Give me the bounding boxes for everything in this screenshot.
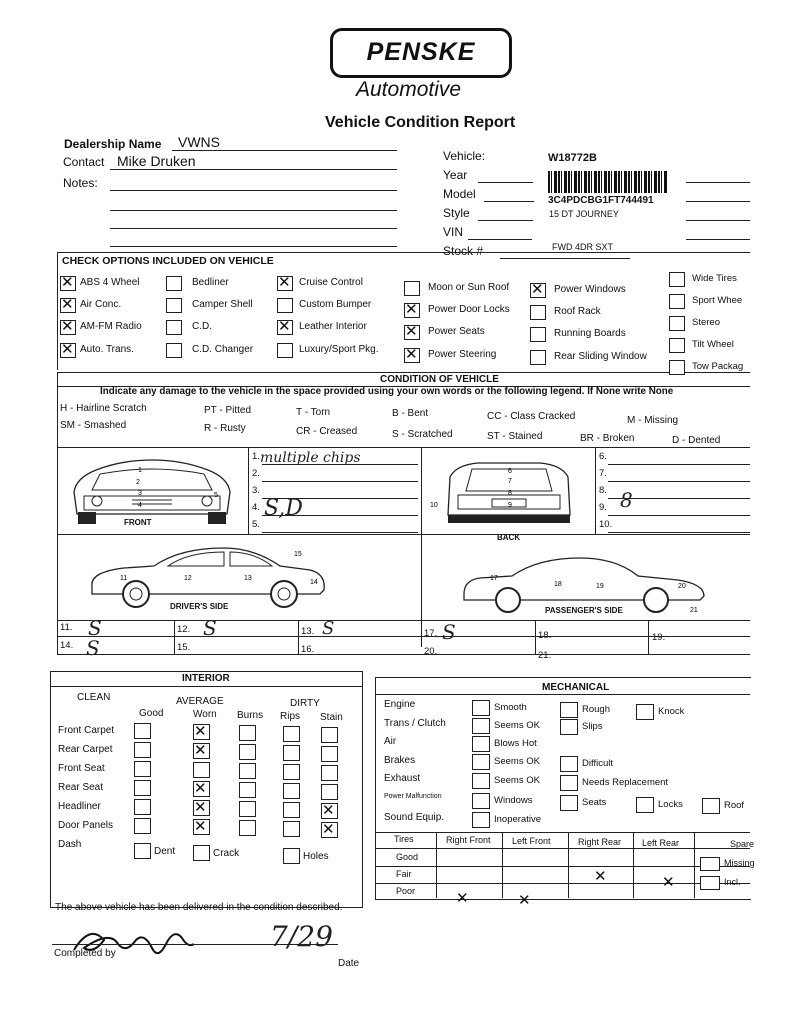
mechanical-option-label: Needs Replacement: [582, 777, 669, 788]
legend-item: H - Hairline Scratch: [60, 403, 147, 414]
damage-cell-label: 15.: [177, 642, 191, 653]
option-label: Custom Bumper: [299, 299, 372, 310]
front-number: 5: [214, 492, 218, 499]
mechanical-heading: MECHANICAL: [542, 682, 610, 693]
legend-item: T - Torn: [296, 407, 331, 418]
model-value[interactable]: 3C4PDCBG1FT744491: [548, 195, 654, 206]
option-label: Leather Interior: [299, 321, 367, 332]
interior-checkbox[interactable]: [193, 762, 210, 778]
option-checkbox[interactable]: [166, 276, 182, 291]
mechanical-checkbox[interactable]: [472, 718, 490, 734]
interior-checkbox[interactable]: [134, 799, 151, 815]
vehicle-value[interactable]: W18772B: [548, 152, 597, 164]
option-checkbox[interactable]: [669, 316, 685, 331]
tire-column-label: Left Front: [512, 836, 551, 846]
option-label: Stereo: [692, 317, 720, 328]
mechanical-row-label: Engine: [384, 699, 416, 710]
damage-cell-label: 11.: [60, 622, 73, 633]
option-label: Bedliner: [192, 277, 229, 288]
mechanical-checkbox[interactable]: [560, 719, 578, 735]
damage-line-number: 2.: [252, 468, 260, 479]
crack-checkbox[interactable]: [193, 845, 210, 861]
clean-label: CLEAN: [77, 692, 111, 703]
mechanical-option-label: Rough: [582, 704, 610, 715]
tire-row-label: Good: [396, 852, 419, 862]
damage-cell-label: 19.: [652, 632, 666, 643]
front-car-diagram: [62, 452, 242, 530]
mechanical-option-label: Knock: [658, 706, 685, 717]
interior-checkbox[interactable]: [134, 723, 151, 739]
interior-row-label: Headliner: [58, 801, 101, 812]
damage-line-number: 4.: [252, 502, 260, 513]
tire-mark: ✕: [594, 867, 607, 885]
option-label: C.D.: [192, 321, 212, 332]
damage-line-number: 8.: [599, 485, 607, 496]
damage-line-number: 3.: [252, 485, 260, 496]
check-mark: ✕: [194, 817, 207, 835]
passenger-number: 19: [596, 583, 604, 590]
check-mark: ✕: [61, 317, 74, 335]
driver-number: 14: [310, 579, 318, 586]
mechanical-option-label: Seems OK: [494, 775, 540, 786]
interior-checkbox[interactable]: [283, 821, 300, 837]
option-label: Air Conc.: [80, 299, 122, 310]
dirty-label: DIRTY: [290, 698, 320, 709]
check-mark: ✕: [194, 798, 207, 816]
brand-subtitle: Automotive: [356, 78, 462, 101]
damage-1-note[interactable]: multiple chips: [260, 450, 361, 466]
interior-heading: INTERIOR: [182, 673, 230, 684]
option-label: C.D. Changer: [192, 344, 254, 355]
damage-line: [608, 464, 750, 465]
option-checkbox[interactable]: [530, 350, 546, 365]
legend-item: S - Scratched: [392, 429, 453, 440]
legend-item: PT - Pitted: [204, 405, 252, 416]
dealership-label: Dealership Name: [64, 137, 162, 151]
option-label: Cruise Control: [299, 277, 363, 288]
damage-line: [262, 464, 418, 465]
interior-checkbox[interactable]: [239, 744, 256, 760]
interior-checkbox[interactable]: [239, 820, 256, 836]
check-mark: ✕: [61, 340, 74, 358]
option-label: Roof Rack: [554, 306, 601, 317]
option-checkbox[interactable]: [530, 305, 546, 320]
dealership-value[interactable]: VWNS: [178, 134, 220, 150]
notes-label: Notes:: [63, 176, 98, 190]
damage-line-number: 1.: [252, 451, 260, 462]
option-label: Sport Whee: [692, 295, 743, 306]
back-label: BACK: [497, 533, 521, 542]
option-checkbox[interactable]: [277, 298, 293, 313]
page-title: Vehicle Condition Report: [325, 114, 516, 131]
legend-item: R - Rusty: [204, 423, 246, 434]
option-label: Rear Sliding Window: [554, 351, 647, 362]
interior-checkbox[interactable]: [134, 818, 151, 834]
damage-line: [262, 498, 418, 499]
damage-13-note[interactable]: S: [322, 618, 335, 639]
driver-number: 15: [294, 551, 302, 558]
condition-instruction: Indicate any damage to the vehicle in the space provided using your own words or the following legend. If None write None: [100, 386, 674, 397]
driver-number: 13: [244, 575, 252, 582]
interior-checkbox[interactable]: [283, 783, 300, 799]
interior-checkbox[interactable]: [321, 727, 338, 743]
mechanical-option-label: Seats: [582, 797, 607, 808]
damage-4-note[interactable]: S,D: [264, 496, 303, 521]
option-label: Auto. Trans.: [80, 344, 134, 355]
tire-column-label: Spare: [730, 839, 755, 849]
interior-column-label: Burns: [237, 710, 264, 721]
back-car-diagram: [428, 455, 590, 530]
contact-value[interactable]: Mike Druken: [117, 153, 196, 169]
mechanical-option-label: Blows Hot: [494, 738, 537, 749]
mechanical-option-label: Inoperative: [494, 814, 542, 825]
option-checkbox[interactable]: [166, 298, 182, 313]
check-mark: ✕: [278, 317, 291, 335]
completed-by-label: Completed by: [54, 948, 116, 959]
option-label: ABS 4 Wheel: [80, 277, 140, 288]
interior-checkbox[interactable]: [134, 742, 151, 758]
model-label: Model: [443, 187, 476, 201]
option-checkbox[interactable]: [166, 343, 182, 358]
interior-row-label: Front Seat: [58, 763, 105, 774]
damage-12-note[interactable]: S: [203, 616, 217, 640]
check-mark: ✕: [61, 273, 74, 291]
option-checkbox[interactable]: [669, 272, 685, 287]
average-label: AVERAGE: [176, 696, 224, 707]
mechanical-option-label: Difficult: [582, 758, 613, 769]
tire-column-label: Right Front: [446, 835, 491, 845]
interior-checkbox[interactable]: [239, 782, 256, 798]
damage-8-note[interactable]: 8: [620, 488, 633, 512]
option-checkbox[interactable]: [669, 360, 685, 375]
mechanical-option-label: Seems OK: [494, 756, 540, 767]
mechanical-option-label: Locks: [658, 799, 683, 810]
mechanical-option-label: Slips: [582, 721, 603, 732]
option-checkbox[interactable]: [669, 338, 685, 353]
dent-label: Dent: [154, 846, 176, 857]
damage-14-note[interactable]: S: [86, 636, 100, 660]
passenger-side-diagram: [460, 548, 710, 614]
interior-row-label: Rear Seat: [58, 782, 104, 793]
barcode: [548, 171, 668, 193]
legend-item: M - Missing: [627, 415, 679, 426]
tire-mark: ✕: [518, 891, 531, 909]
tire-column-label: Left Rear: [642, 838, 680, 848]
options-heading: CHECK OPTIONS INCLUDED ON VEHICLE: [62, 255, 274, 267]
style-label: Style: [443, 206, 470, 220]
interior-checkbox[interactable]: [239, 763, 256, 779]
option-label: Camper Shell: [192, 299, 253, 310]
option-checkbox[interactable]: [669, 294, 685, 309]
interior-column-label: Stain: [320, 712, 343, 723]
interior-checkbox[interactable]: [283, 745, 300, 761]
damage-line-number: 6.: [599, 451, 607, 462]
interior-checkbox[interactable]: [239, 801, 256, 817]
back-number: 8: [508, 490, 512, 497]
spare-included-label: Incl.: [724, 877, 741, 887]
tire-mark: ✕: [456, 889, 469, 907]
mechanical-checkbox[interactable]: [472, 812, 490, 828]
legend-item: CC - Class Cracked: [487, 411, 576, 422]
mechanical-checkbox[interactable]: [560, 756, 578, 772]
damage-line: [608, 498, 750, 499]
option-checkbox[interactable]: [277, 343, 293, 358]
damage-line-number: 9.: [599, 502, 607, 513]
mechanical-row-label: Exhaust: [384, 773, 421, 784]
damage-line: [262, 515, 418, 516]
mechanical-row-label: Trans / Clutch: [384, 718, 446, 729]
mechanical-checkbox[interactable]: [472, 793, 490, 809]
interior-checkbox[interactable]: [283, 764, 300, 780]
interior-column-label: Good: [139, 708, 164, 719]
mechanical-checkbox[interactable]: [472, 736, 490, 752]
mechanical-row-label: Air: [384, 736, 397, 747]
check-mark: ✕: [405, 322, 418, 340]
mechanical-option-label: Smooth: [494, 702, 527, 713]
front-number: 4: [138, 502, 142, 509]
option-label: Power Steering: [428, 349, 497, 360]
option-label: Running Boards: [554, 328, 626, 339]
tire-row-label: Poor: [396, 886, 416, 896]
damage-line-number: 10.: [599, 519, 613, 530]
option-label: Luxury/Sport Pkg.: [299, 344, 379, 355]
check-mark: ✕: [194, 779, 207, 797]
option-label: AM-FM Radio: [80, 321, 142, 332]
spare-missing-checkbox[interactable]: [700, 857, 720, 871]
mechanical-checkbox[interactable]: [560, 775, 578, 791]
back-number: 9: [508, 502, 512, 509]
check-mark: ✕: [278, 273, 291, 291]
option-label: Power Seats: [428, 326, 485, 337]
legend-item: ST - Stained: [487, 431, 543, 442]
interior-checkbox[interactable]: [283, 726, 300, 742]
option-label: Tow Packag: [692, 361, 744, 372]
mechanical-checkbox[interactable]: [636, 797, 654, 813]
mechanical-option-label: Roof: [724, 800, 745, 811]
damage-cell-label: 14.: [60, 640, 74, 651]
option-label: Power Windows: [554, 284, 626, 295]
check-mark: ✕: [194, 741, 207, 759]
check-mark: ✕: [405, 300, 418, 318]
damage-line-number: 5.: [252, 519, 260, 530]
option-label: Power Door Locks: [428, 304, 510, 315]
front-number: 2: [136, 479, 140, 486]
penske-logo: [330, 28, 512, 78]
driver-number: 12: [184, 575, 192, 582]
tire-row-label: Fair: [396, 869, 412, 879]
year-label: Year: [443, 168, 468, 182]
damage-line-number: 7.: [599, 468, 607, 479]
driver-number: 11: [120, 575, 128, 582]
mechanical-option-label: Windows: [494, 795, 533, 806]
mechanical-row-label: Power Malfunction: [384, 793, 442, 800]
mechanical-checkbox[interactable]: [472, 773, 490, 789]
passenger-number: 21: [690, 607, 698, 614]
mechanical-checkbox[interactable]: [560, 795, 578, 811]
interior-checkbox[interactable]: [321, 765, 338, 781]
check-mark: ✕: [61, 295, 74, 313]
check-mark: ✕: [531, 280, 544, 298]
option-label: Tilt Wheel: [692, 339, 734, 350]
legend-item: B - Bent: [392, 408, 429, 419]
passenger-side-label: PASSENGER'S SIDE: [545, 606, 623, 615]
damage-cell-label: 13.: [301, 626, 315, 637]
check-mark: ✕: [322, 801, 335, 819]
driver-side-label: DRIVER'S SIDE: [170, 602, 229, 611]
tire-column-label: Right Rear: [578, 837, 622, 847]
legend-item: SM - Smashed: [60, 420, 127, 431]
check-mark: ✕: [405, 345, 418, 363]
interior-checkbox[interactable]: [321, 784, 338, 800]
tire-mark: ✕: [662, 873, 675, 891]
mechanical-checkbox[interactable]: [472, 700, 490, 716]
interior-row-label: Dash: [58, 839, 82, 850]
mechanical-option-label: Seems OK: [494, 720, 540, 731]
back-number: 7: [508, 478, 512, 485]
front-label: FRONT: [124, 518, 152, 527]
back-number: 6: [508, 468, 512, 475]
damage-cell-label: 21.: [538, 650, 552, 661]
interior-checkbox[interactable]: [239, 725, 256, 741]
vehicle-label: Vehicle:: [443, 149, 486, 163]
stock-value[interactable]: FWD 4DR SXT: [552, 242, 614, 252]
front-number: 1: [138, 467, 142, 474]
front-number: 3: [138, 490, 142, 497]
legend-item: D - Dented: [672, 435, 721, 446]
holes-label: Holes: [303, 851, 329, 862]
damage-cell-label: 20.: [424, 646, 438, 657]
mechanical-row-label: Brakes: [384, 755, 416, 766]
interior-column-label: Rips: [280, 711, 301, 722]
legend-item: CR - Creased: [296, 426, 358, 437]
damage-line: [262, 532, 418, 533]
damage-cell-label: 18.: [538, 630, 552, 641]
interior-checkbox[interactable]: [283, 802, 300, 818]
option-checkbox[interactable]: [404, 281, 420, 296]
damage-cell-label: 12.: [177, 624, 191, 635]
delivery-statement: The above vehicle has been delivered in the condition described.: [55, 902, 343, 913]
tire-column-label: Tires: [394, 834, 414, 844]
check-mark: ✕: [194, 722, 207, 740]
interior-row-label: Rear Carpet: [58, 744, 113, 755]
mechanical-checkbox[interactable]: [636, 704, 654, 720]
passenger-number: 20: [678, 583, 686, 590]
mechanical-row-label: Sound Equip.: [384, 812, 445, 823]
date-value[interactable]: 7/29: [270, 920, 333, 953]
interior-column-label: Worn: [193, 709, 217, 720]
crack-label: Crack: [213, 848, 240, 859]
interior-checkbox[interactable]: [134, 761, 151, 777]
spare-included-checkbox[interactable]: [700, 876, 720, 890]
interior-row-label: Door Panels: [58, 820, 114, 831]
brand-name: PENSKE: [366, 38, 476, 66]
damage-line: [608, 481, 750, 482]
style-value[interactable]: 15 DT JOURNEY: [549, 209, 619, 219]
damage-17-note[interactable]: S: [442, 620, 456, 644]
contact-label: Contact: [63, 155, 105, 169]
damage-cell-label: 17.: [424, 628, 438, 639]
interior-checkbox[interactable]: [134, 780, 151, 796]
date-label: Date: [338, 958, 360, 969]
damage-line: [262, 481, 418, 482]
option-label: Moon or Sun Roof: [428, 282, 510, 293]
check-mark: ✕: [322, 820, 335, 838]
condition-heading: CONDITION OF VEHICLE: [380, 374, 499, 385]
interior-checkbox[interactable]: [321, 746, 338, 762]
damage-line: [608, 515, 750, 516]
spare-missing-label: Missing: [724, 858, 755, 868]
option-checkbox[interactable]: [166, 320, 182, 335]
option-checkbox[interactable]: [530, 327, 546, 342]
vin-label: VIN: [443, 225, 464, 239]
passenger-number: 18: [554, 581, 562, 588]
interior-row-label: Front Carpet: [58, 725, 115, 736]
holes-checkbox[interactable]: [283, 848, 300, 864]
damage-line: [608, 532, 750, 533]
stock-label: Stock #: [443, 244, 484, 258]
option-label: Wide Tires: [692, 273, 737, 284]
dent-checkbox[interactable]: [134, 843, 151, 859]
mechanical-checkbox[interactable]: [560, 702, 578, 718]
back-number: 10: [430, 502, 438, 509]
damage-cell-label: 16.: [301, 644, 315, 655]
mechanical-checkbox[interactable]: [702, 798, 720, 814]
mechanical-checkbox[interactable]: [472, 754, 490, 770]
passenger-number: 17: [490, 575, 498, 582]
damage-11-note[interactable]: S: [88, 616, 102, 640]
legend-item: BR - Broken: [580, 433, 635, 444]
